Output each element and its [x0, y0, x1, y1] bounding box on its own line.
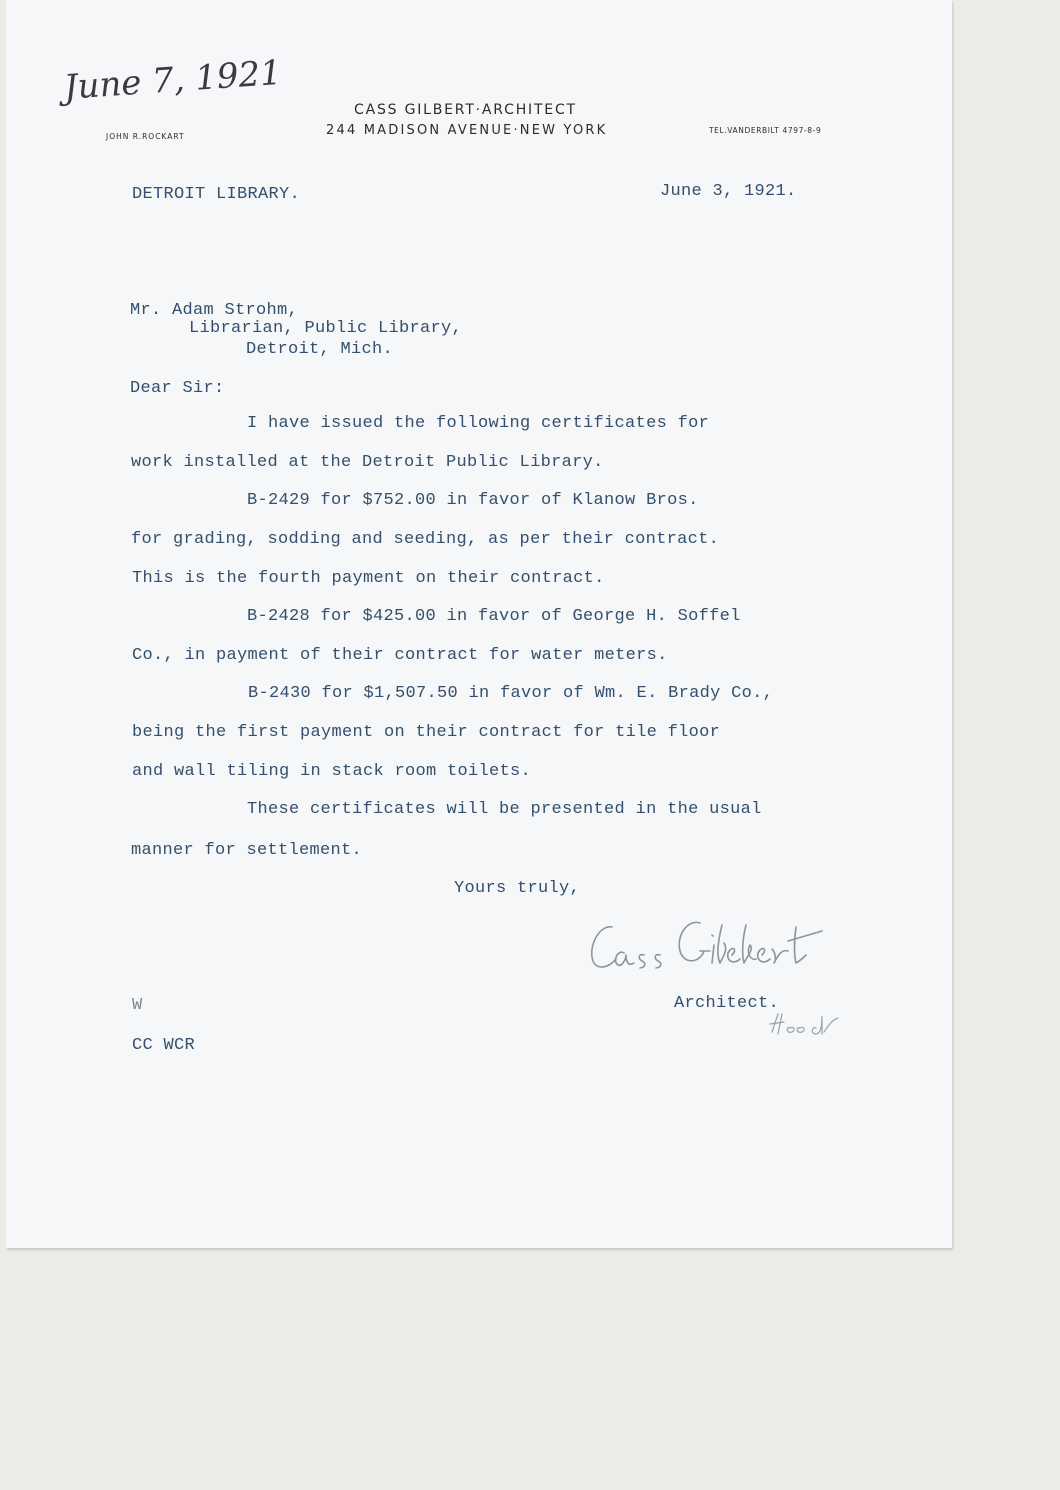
body-line: being the first payment on their contract for tile floor	[132, 723, 721, 742]
letterhead-associate: JOHN R.ROCKART	[106, 132, 185, 141]
letterhead-address: 244 MADISON AVENUE·NEW YORK	[326, 123, 608, 138]
body-line: and wall tiling in stack room toilets.	[132, 762, 532, 781]
body-line: for grading, sodding and seeding, as per their contract.	[131, 530, 720, 549]
body-line: manner for settlement.	[131, 841, 363, 860]
body-line: These certificates will be presented in the usual	[247, 800, 762, 819]
signature	[582, 905, 832, 980]
letterhead-name: CASS GILBERT·ARCHITECT	[354, 102, 577, 118]
body-line: This is the fourth payment on their contract.	[132, 569, 605, 588]
carbon-copy-note: CC WCR	[132, 1036, 196, 1055]
handwritten-received-date: June 7, 1921	[62, 52, 284, 108]
subject-line: DETROIT LIBRARY.	[132, 185, 301, 204]
typist-initials: W	[132, 996, 143, 1015]
body-line: B-2429 for $752.00 in favor of Klanow Bros.	[247, 491, 699, 510]
letter-date: June 3, 1921.	[660, 182, 797, 201]
body-line: I have issued the following certificates for	[247, 414, 710, 433]
salutation: Dear Sir:	[130, 379, 225, 398]
letter-sheet	[6, 0, 952, 1248]
body-line: Co., in payment of their contract for water meters.	[132, 646, 668, 665]
pencil-initials-mark	[766, 1008, 846, 1040]
body-line: B-2428 for $425.00 in favor of George H. Soffel	[247, 607, 741, 626]
body-line: work installed at the Detroit Public Library.	[131, 453, 604, 472]
letterhead-telephone: TEL.VANDERBILT 4797-8-9	[709, 126, 822, 135]
closing: Yours truly,	[454, 879, 581, 898]
recipient-line-2: Librarian, Public Library,	[189, 319, 463, 338]
signer-title: Architect.	[674, 994, 780, 1013]
recipient-line-3: Detroit, Mich.	[246, 340, 394, 359]
recipient-line-1: Mr. Adam Strohm,	[130, 301, 299, 320]
body-line: B-2430 for $1,507.50 in favor of Wm. E. Brady Co.,	[248, 684, 774, 703]
